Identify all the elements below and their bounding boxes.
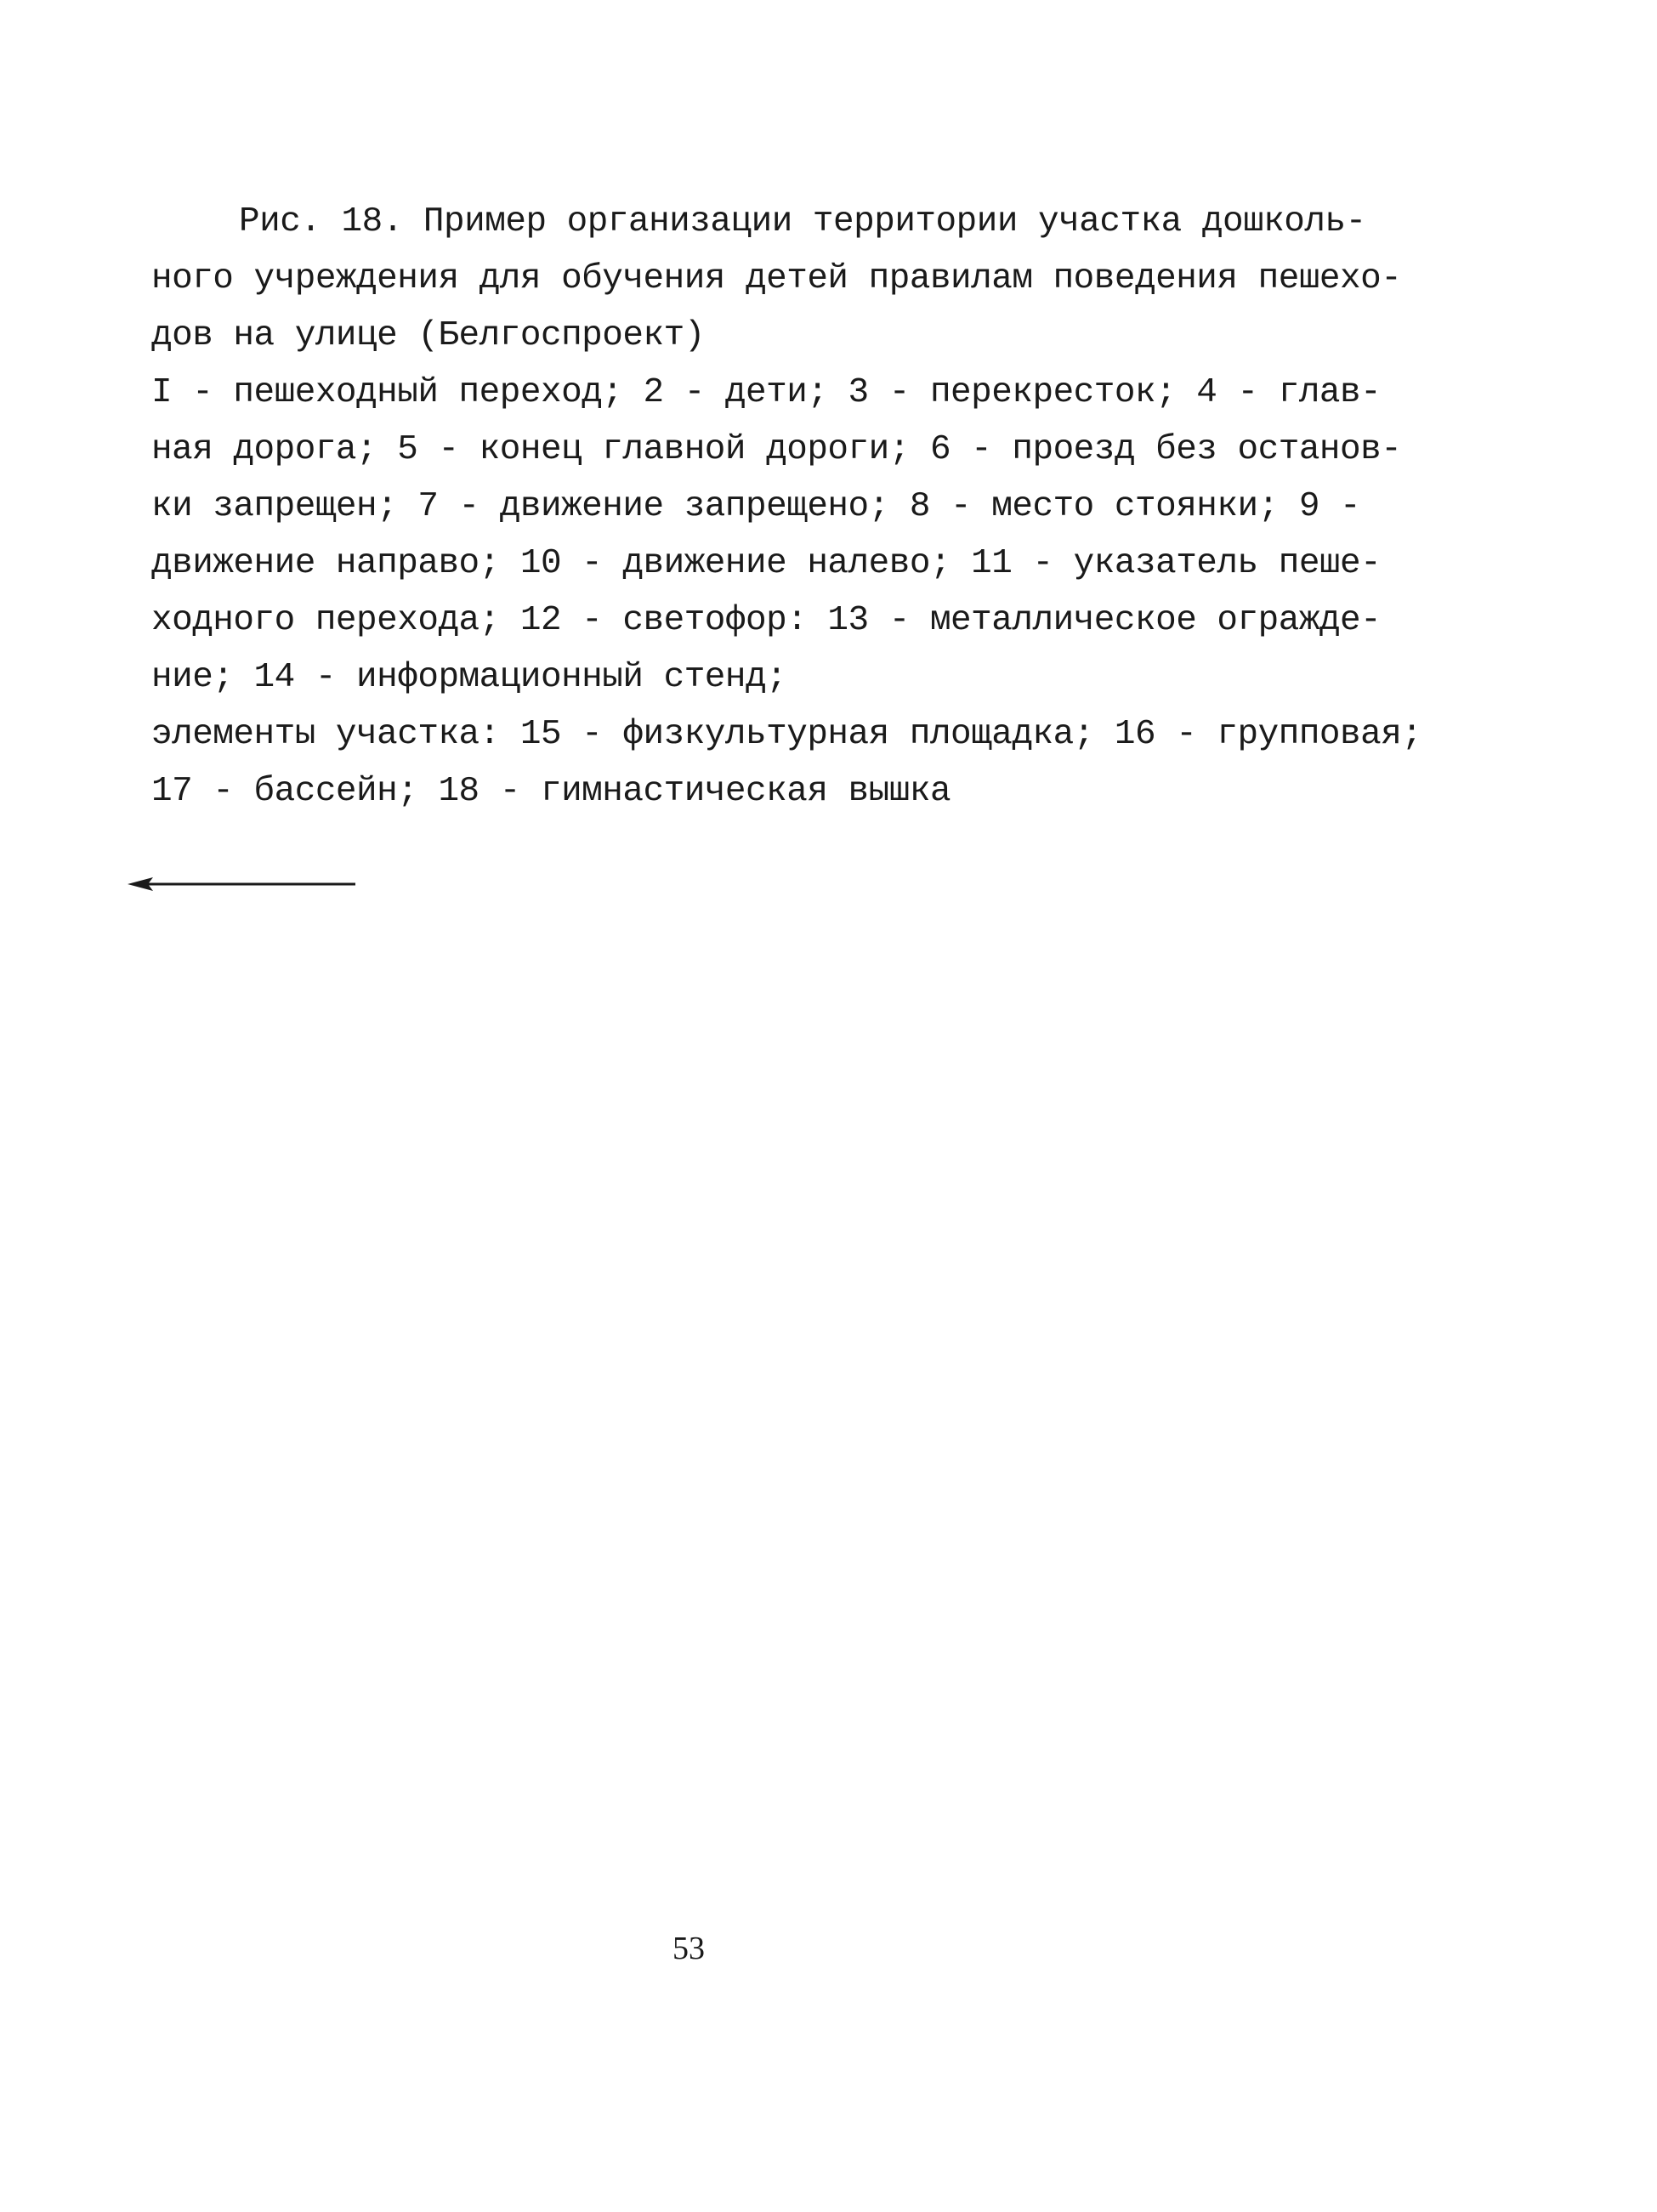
page-number: 53 bbox=[672, 1931, 705, 1966]
legend-line: ки запрещен; 7 - движение запрещено; 8 - место стоянки; 9 - bbox=[151, 487, 1361, 526]
caption-line: дов на улице (Белгоспроект) bbox=[151, 316, 705, 355]
legend-line: ходного перехода; 12 - светофор: 13 - металлическое огражде- bbox=[151, 601, 1382, 640]
legend-line: ние; 14 - информационный стенд; bbox=[151, 658, 787, 697]
legend-line: элементы участка: 15 - физкультурная площадка; 16 - групповая; bbox=[151, 715, 1422, 754]
figure-caption bbox=[151, 194, 1422, 820]
arrow-left-icon bbox=[128, 874, 357, 894]
caption-line: Рис. 18. Пример организации территории участка дошколь- bbox=[239, 202, 1366, 241]
legend-line: движение направо; 10 - движение налево; 11 - указатель пеше- bbox=[151, 544, 1382, 583]
legend-line: 17 - бассейн; 18 - гимнастическая вышка bbox=[151, 772, 951, 811]
legend-line: ная дорога; 5 - конец главной дороги; 6 - проезд без останов- bbox=[151, 430, 1402, 469]
caption-line: ного учреждения для обучения детей правилам поведения пешехо- bbox=[151, 259, 1402, 298]
legend-line: I - пешеходный переход; 2 - дети; 3 - перекресток; 4 - глав- bbox=[151, 373, 1382, 412]
